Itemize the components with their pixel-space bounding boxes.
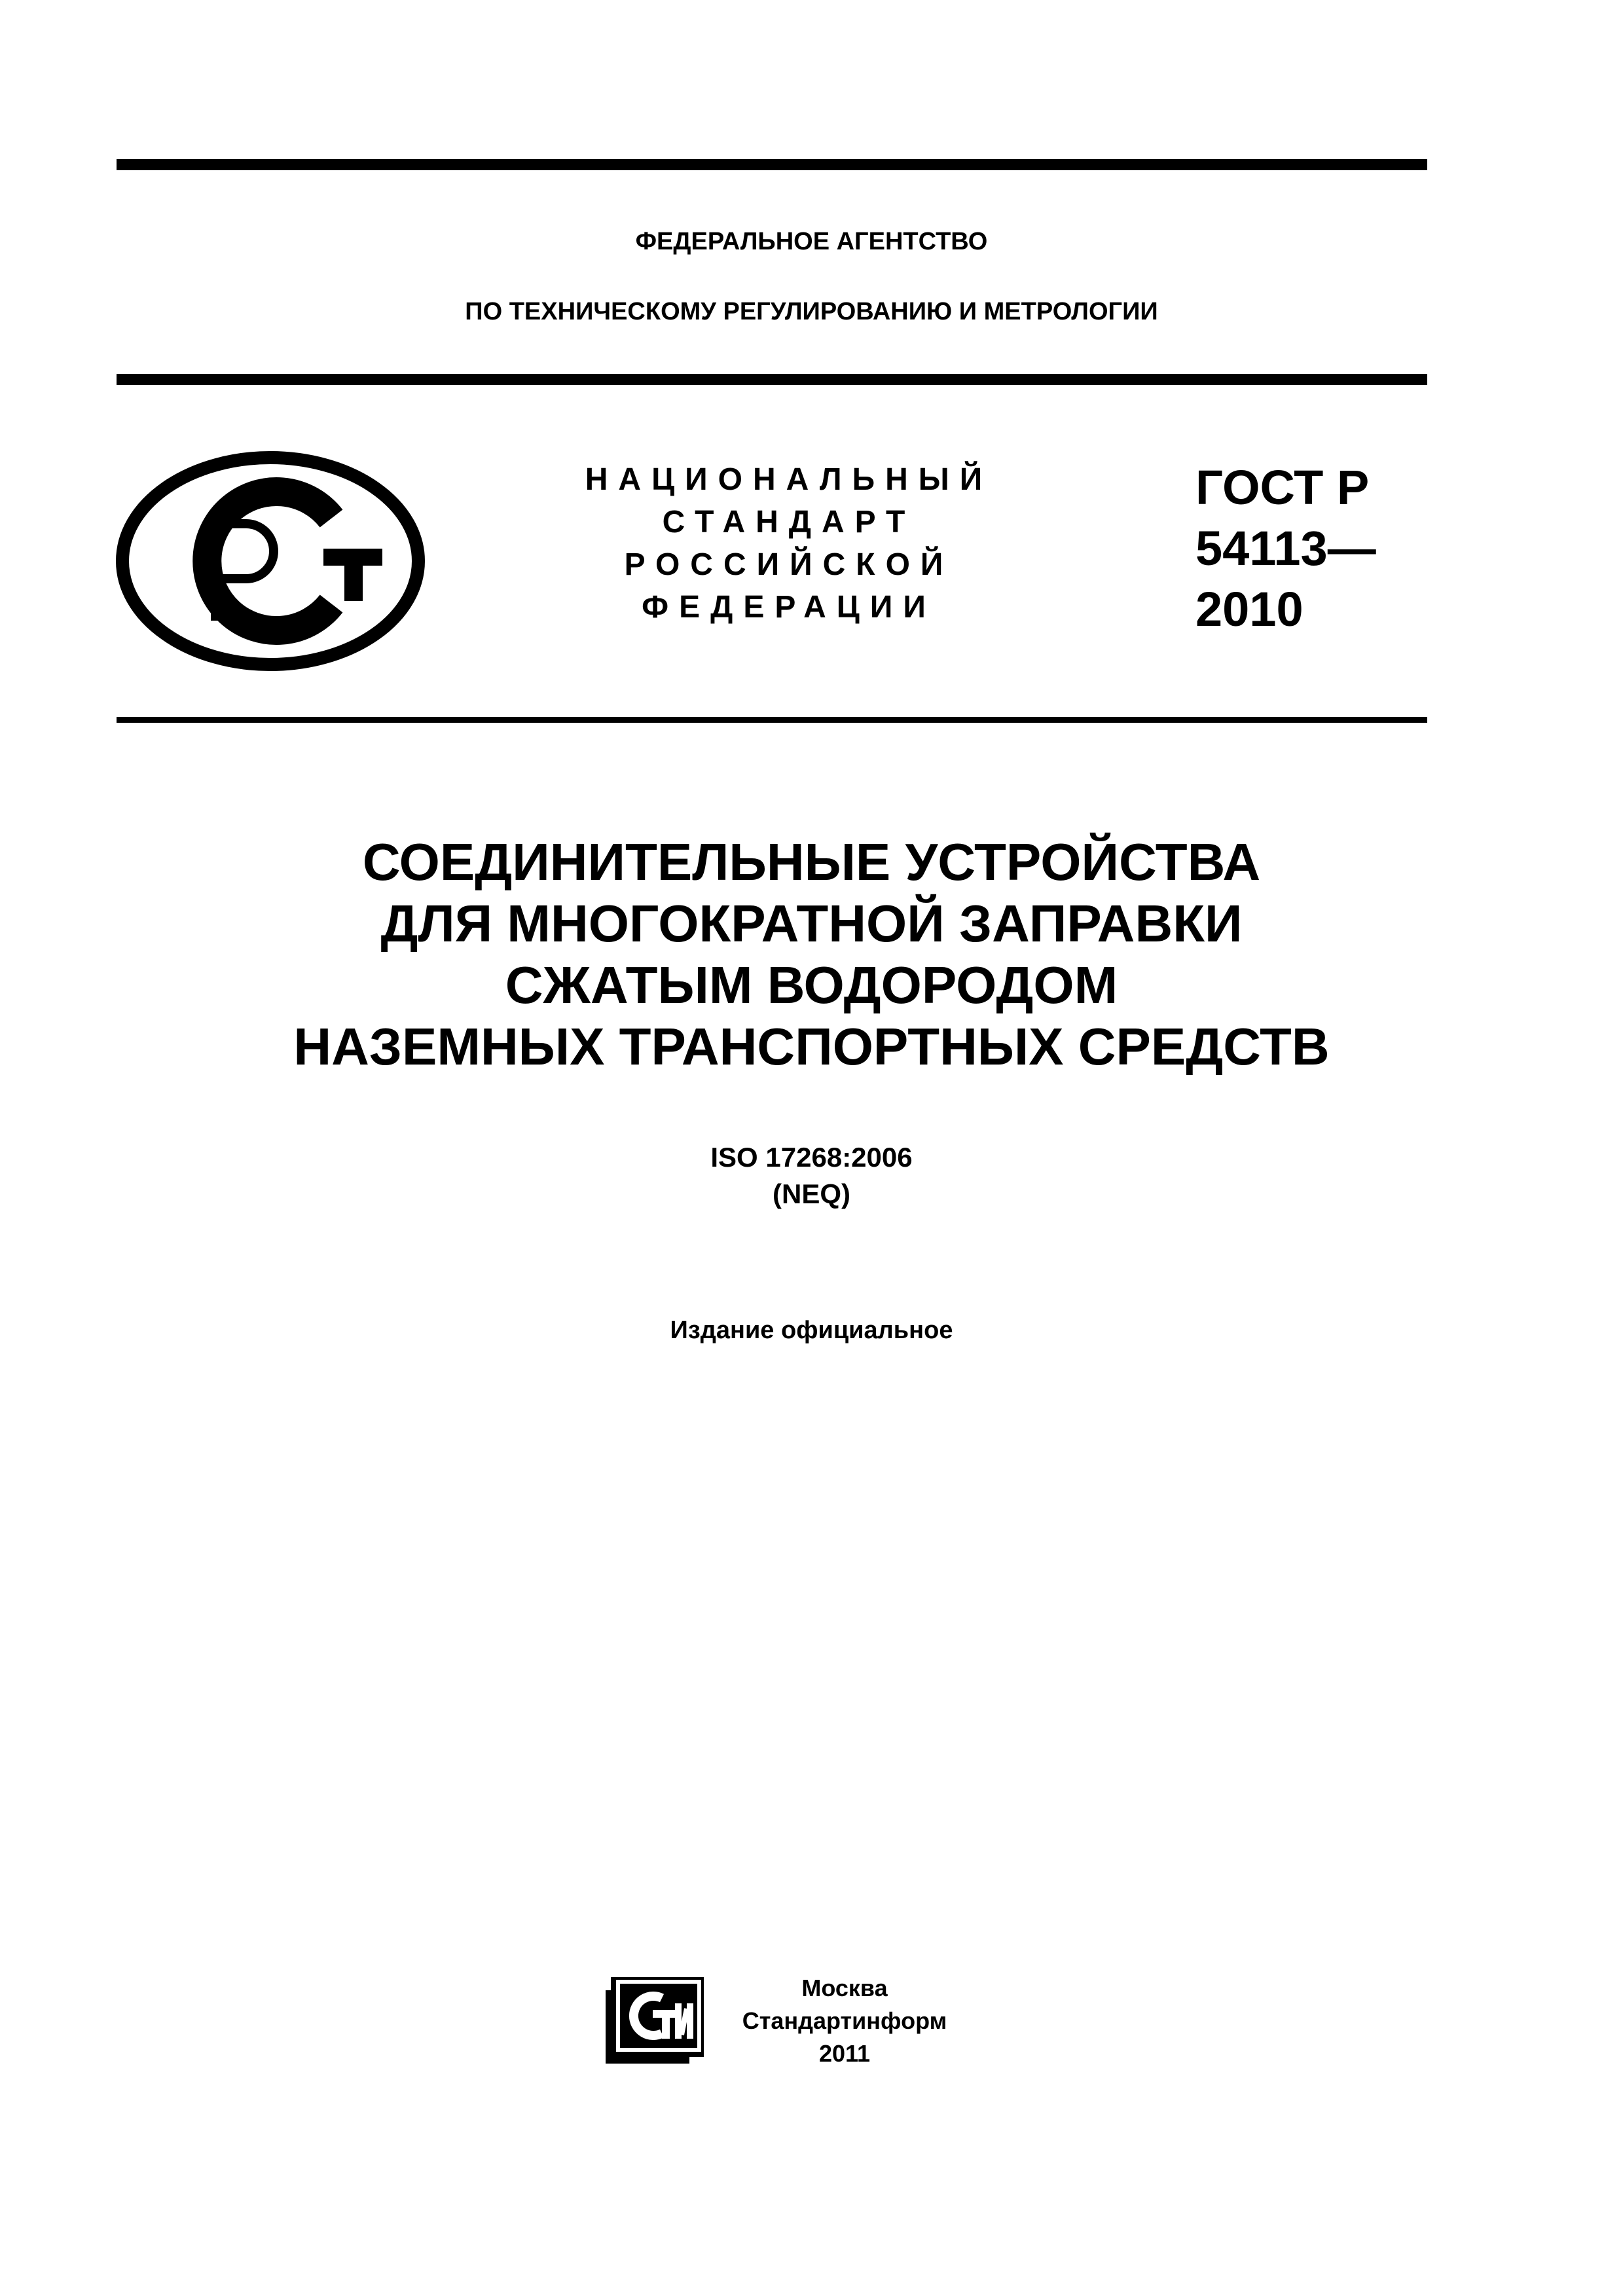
national-line-1: НАЦИОНАЛЬНЫЙ <box>585 462 993 497</box>
top-rule <box>117 159 1427 170</box>
rst-logo <box>115 450 426 672</box>
iso-reference <box>0 1139 1623 1212</box>
iso-standard: ISO 17268:2006 <box>710 1142 913 1173</box>
bottom-rule <box>117 717 1427 723</box>
iso-equivalence: (NEQ) <box>773 1178 850 1209</box>
standard-designation <box>1195 457 1376 640</box>
title-line-3: СЖАТЫМ ВОДОРОДОМ <box>505 956 1118 1014</box>
national-standard-label <box>563 458 1015 629</box>
publisher-imprint <box>740 1972 949 2070</box>
document-title <box>0 831 1623 1078</box>
title-line-4: НАЗЕМНЫХ ТРАНСПОРТНЫХ СРЕДСТВ <box>293 1017 1330 1076</box>
title-line-1: СОЕДИНИТЕЛЬНЫЕ УСТРОЙСТВА <box>362 833 1261 891</box>
national-line-4: ФЕДЕРАЦИИ <box>642 590 936 625</box>
designation-line-1: ГОСТ Р <box>1195 460 1370 515</box>
middle-rule <box>117 374 1427 385</box>
designation-line-3: 2010 <box>1195 582 1304 636</box>
publisher-name: Стандартинформ <box>742 2007 947 2034</box>
agency-name-line-1: ФЕДЕРАЛЬНОЕ АГЕНТСТВО <box>635 228 988 255</box>
publisher-city: Москва <box>801 1975 888 2001</box>
edition-label: Издание официальное <box>670 1317 953 1344</box>
publisher-year: 2011 <box>818 2040 871 2067</box>
agency-name-line-2: ПО ТЕХНИЧЕСКОМУ РЕГУЛИРОВАНИЮ И МЕТРОЛОГИИ <box>465 298 1158 325</box>
national-line-2: СТАНДАРТ <box>662 505 916 539</box>
designation-line-2: 54113— <box>1195 521 1376 575</box>
national-line-3: РОССИЙСКОЙ <box>624 547 954 582</box>
title-line-2: ДЛЯ МНОГОКРАТНОЙ ЗАПРАВКИ <box>380 894 1243 953</box>
sti-publisher-logo <box>606 1977 704 2064</box>
